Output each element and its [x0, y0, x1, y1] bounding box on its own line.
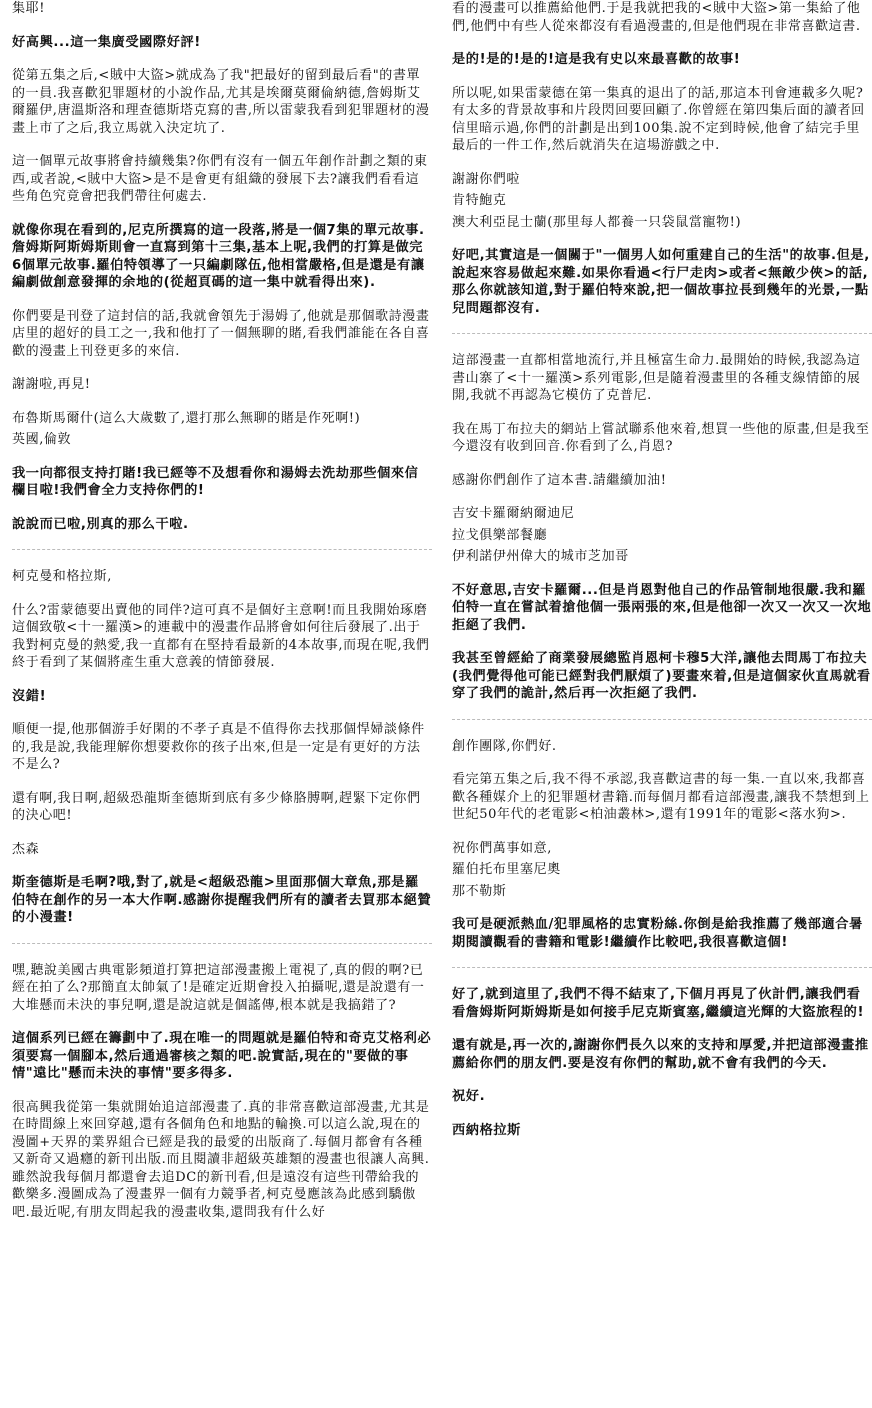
reader-letter-text: 順便一提,他那個游手好閑的不孝子真是不值得你去找那個悍婦談條件的,我是說,我能理解你想要救你的孩子出來,但是一定是有更好的方法不是么?	[12, 722, 425, 772]
reader-letter-text: 羅伯托布里塞尼奧	[452, 862, 561, 877]
reader-letter-text: 你們要是刊登了這封信的話,我就會領先于湯姆了,他就是那個歌詩漫畫店里的超好的員工之一,我和他打了一個無聊的賭,看我們誰能在各自喜歡的漫畫上刊登更多的來信.	[12, 308, 430, 359]
reader-letter-text: 這部漫畫一直都相當地流行,并且極富生命力.最開始的時候,我認為這書山寨了<十一羅漢>系列電影,但是隨着漫畫里的各種支線情節的展開,我就不再認為它模仿了克普尼.	[452, 353, 861, 403]
reader-letter-text: 拉戈俱樂部餐廳	[452, 527, 548, 543]
reader-letter-text: 這一個單元故事將會持續幾集?你們有沒有一個五年創作計劃之類的東西,或者說,<賊中大盜>是不是會更有組織的發展下去?讓我們看看這些角色究竟會把我們帶往何處去.	[12, 154, 428, 204]
reader-letter-text: 我在馬丁布拉夫的網站上嘗試聯系他來着,想買一些他的原畫,但是我至今還沒有收到回音.你看到了么,肖恩?	[452, 421, 870, 454]
reader-letter-text: 柯克曼和格拉斯,	[12, 569, 112, 584]
editor-reply: 我甚至曾經給了商業發展總監肖恩柯卡穆5大洋,讓他去問馬丁布拉夫(我們覺得他可能已經對我們厭煩了)要畫來着,但是這個家伙直馬就看穿了我們的詭計,然后再一次拒絕了我們.	[452, 651, 871, 701]
editor-reply: 不好意思,吉安卡羅爾...但是肖恩對他自己的作品管制地很嚴.我和羅伯特一直在嘗試着搶他個一張兩張的來,但是他卻一次又一次又一次地拒絕了我們.	[452, 582, 872, 633]
reader-letter-text: 伊利諾伊州偉大的城市芝加哥	[452, 549, 629, 564]
reader-letter-text: 謝謝你們啦	[452, 171, 521, 187]
left-column	[12, 0, 432, 1237]
reader-letter-text: 很高興我從第一集就開始追這部漫畫了.真的非常喜歡這部漫畫,尤其是在時間線上來回穿越,還有各個角色和地點的輪換.可以這么說,現在的漫圖+天界的業界組合已經是我的最愛的出版商了.每個月都會有各種又新奇又過癮的新刊出版.而且閱讀非超級英雄類的漫畫也很讓人高興.雖然說我每個月都還會去追DC的新刊看,但是遠沒有這些刊帶給我的歡樂多.漫圖成為了漫畫界一個有力競爭者,柯克曼應該為此感到驕傲吧.最近呢,有朋友問起我的漫畫收集,還問我有什么好	[12, 1099, 430, 1220]
reader-letter-text: 祝你們萬事如意,	[452, 840, 552, 856]
section-divider	[12, 549, 432, 550]
reader-letter-text: 吉安卡羅爾納爾迪尼	[452, 506, 575, 521]
editor-reply: 我可是硬派熱血/犯罪風格的忠實粉絲.你倒是給我推薦了幾部適合暑期閱讀觀看的書籍和電影!繼續作比較吧,我很喜歡這個!	[452, 917, 863, 950]
reader-letter-text: 所以呢,如果雷蒙德在第一集真的退出了的話,那這本刊會連載多久呢?有太多的背景故事和片段閃回要回顧了.你曾經在第四集后面的讀者回信里暗示過,你們的計劃是出到100集.說不定到時候,他會了結完手里最后的一件工作,然后就消失在這場游戲之中.	[452, 85, 865, 153]
editor-reply: 這個系列已經在籌劃中了.現在唯一的問題就是羅伯特和奇克艾格利必須要寫一個腳本,然后通過審核之類的吧.說實話,現在的"要做的事情"遠比"懸而未決的事情"要多得多.	[12, 1031, 432, 1081]
reader-letter-text: 什么?雷蒙德要出賣他的同伴?這可真不是個好主意啊!而且我開始琢磨這個致敬<十一羅漢>的連載中的漫畫作品將會如何往后發展了.出于我對柯克曼的熱愛,我一直都有在堅持看最新的4本故事,而現在呢,我們終于看到了某個將產生重大意義的情節發展.	[12, 602, 430, 670]
editor-reply: 好了,就到這里了,我們不得不結束了,下個月再見了伙計們,讓我們看看詹姆斯阿斯姆斯是如何接手尼克斯賓塞,繼續這光輝的大盜旅程的!	[452, 987, 865, 1020]
editor-reply: 好吧,其實這是一個關于"一個男人如何重建自己的生活"的故事.但是,說起來容易做起來難.如果你看過<行尸走肉>或者<無敵少俠>的話,那么你就該知道,對于羅伯特來說,把一個故事拉長到幾年的光景,一點兒問題都沒有.	[452, 248, 870, 316]
reader-letter-text: 看完第五集之后,我不得不承認,我喜歡這書的每一集.一直以來,我都喜歡各種媒介上的犯罪題材書籍.而每個月都看這部漫畫,讓我不禁想到上世紀50年代的老電影<柏油叢林>,還有1991年的電影<落水狗>.	[452, 772, 870, 822]
reader-letter-text: 集耶!	[12, 1, 46, 16]
section-divider	[452, 967, 872, 968]
editor-reply: 我一向都很支持打賭!我已經等不及想看你和湯姆去洗劫那些個來信欄目啦!我們會全力支持你們的!	[12, 465, 419, 498]
right-column	[452, 0, 872, 1155]
reader-letter-text: 嘿,聽說美國古典電影頻道打算把這部漫畫搬上電視了,真的假的啊?已經在拍了么?那簡直太帥氣了!是確定近期會投入拍攝呢,還是說還有一大堆懸而未決的事兒啊,還是說這就是個謠傳,根本就是我搞錯了?	[12, 962, 425, 1013]
reader-letter-text: 布魯斯馬爾什(這么大歲數了,還打那么無聊的賭是作死啊!)	[12, 410, 361, 426]
reader-letter-text: 感謝你們創作了這本書.請繼續加油!	[452, 472, 667, 488]
editor-reply: 西納格拉斯	[452, 1122, 521, 1138]
reader-letter-text: 那不勒斯	[452, 883, 507, 899]
reader-letter-text: 澳大利亞昆士蘭(那里每人都養一只袋鼠當寵物!)	[452, 214, 742, 230]
reader-letter-text: 創作團隊,你們好.	[452, 738, 557, 754]
editor-reply: 是的!是的!是的!這是我有史以來最喜歡的故事!	[452, 52, 741, 67]
editor-reply: 說說而已啦,別真的那么干啦.	[12, 516, 189, 532]
reader-letter-text: 看的漫畫可以推薦給他們.于是我就把我的<賊中大盜>第一集給了他們,他們中有些人從來都沒有看過漫畫的,但是他們現在非常喜歡這書.	[452, 1, 861, 34]
reader-letter-text: 肯特鮑克	[452, 193, 507, 208]
reader-letter-text: 杰森	[12, 841, 40, 857]
section-divider	[12, 943, 432, 944]
section-divider	[452, 719, 872, 720]
reader-letter-text: 還有啊,我日啊,超級恐龍斯奎德斯到底有多少條胳膊啊,趕緊下定你們的決心吧!	[12, 790, 421, 823]
editor-reply: 祝好.	[452, 1089, 486, 1104]
reader-letter-text: 英國,倫敦	[12, 432, 72, 447]
reader-letter-text: 從第五集之后,<賊中大盜>就成為了我"把最好的留到最后看"的書單的一員.我喜歡犯罪題材的小說作品,尤其是埃爾莫爾倫納德,詹姆斯艾爾羅伊,唐溫斯洛和理查德斯塔克寫的書,所以雷蒙我看到犯罪題材的漫畫上市了之后,我立馬就入決定坑了.	[12, 68, 430, 136]
editor-reply: 沒錯!	[12, 688, 47, 704]
section-divider	[452, 333, 872, 334]
editor-reply: 還有就是,再一次的,謝謝你們長久以來的支持和厚愛,并把這部漫畫推薦給你們的朋友們.要是沒有你們的幫助,就不會有我們的今天.	[452, 1038, 869, 1071]
reader-letter-text: 謝謝啦,再見!	[12, 377, 91, 392]
editor-reply: 好高興...這一集廣受國際好評!	[12, 34, 201, 50]
editor-reply: 斯奎德斯是毛啊?哦,對了,就是<超級恐龍>里面那個大章魚,那是羅伯特在創作的另一本大作啊.感謝你提醒我們所有的讀者去買那本絕贊的小漫畫!	[12, 875, 432, 925]
editor-reply: 就像你現在看到的,尼克所撰寫的這一段落,將是一個7集的單元故事.詹姆斯阿斯姆斯則會一直寫到第十三集,基本上呢,我們的打算是做完6個單元故事.羅伯特領導了一只編劇隊伍,他相當嚴格,但是還是有讓編劇做創意發揮的余地的(從超頁碼的這一集中就看得出來).	[12, 222, 425, 290]
